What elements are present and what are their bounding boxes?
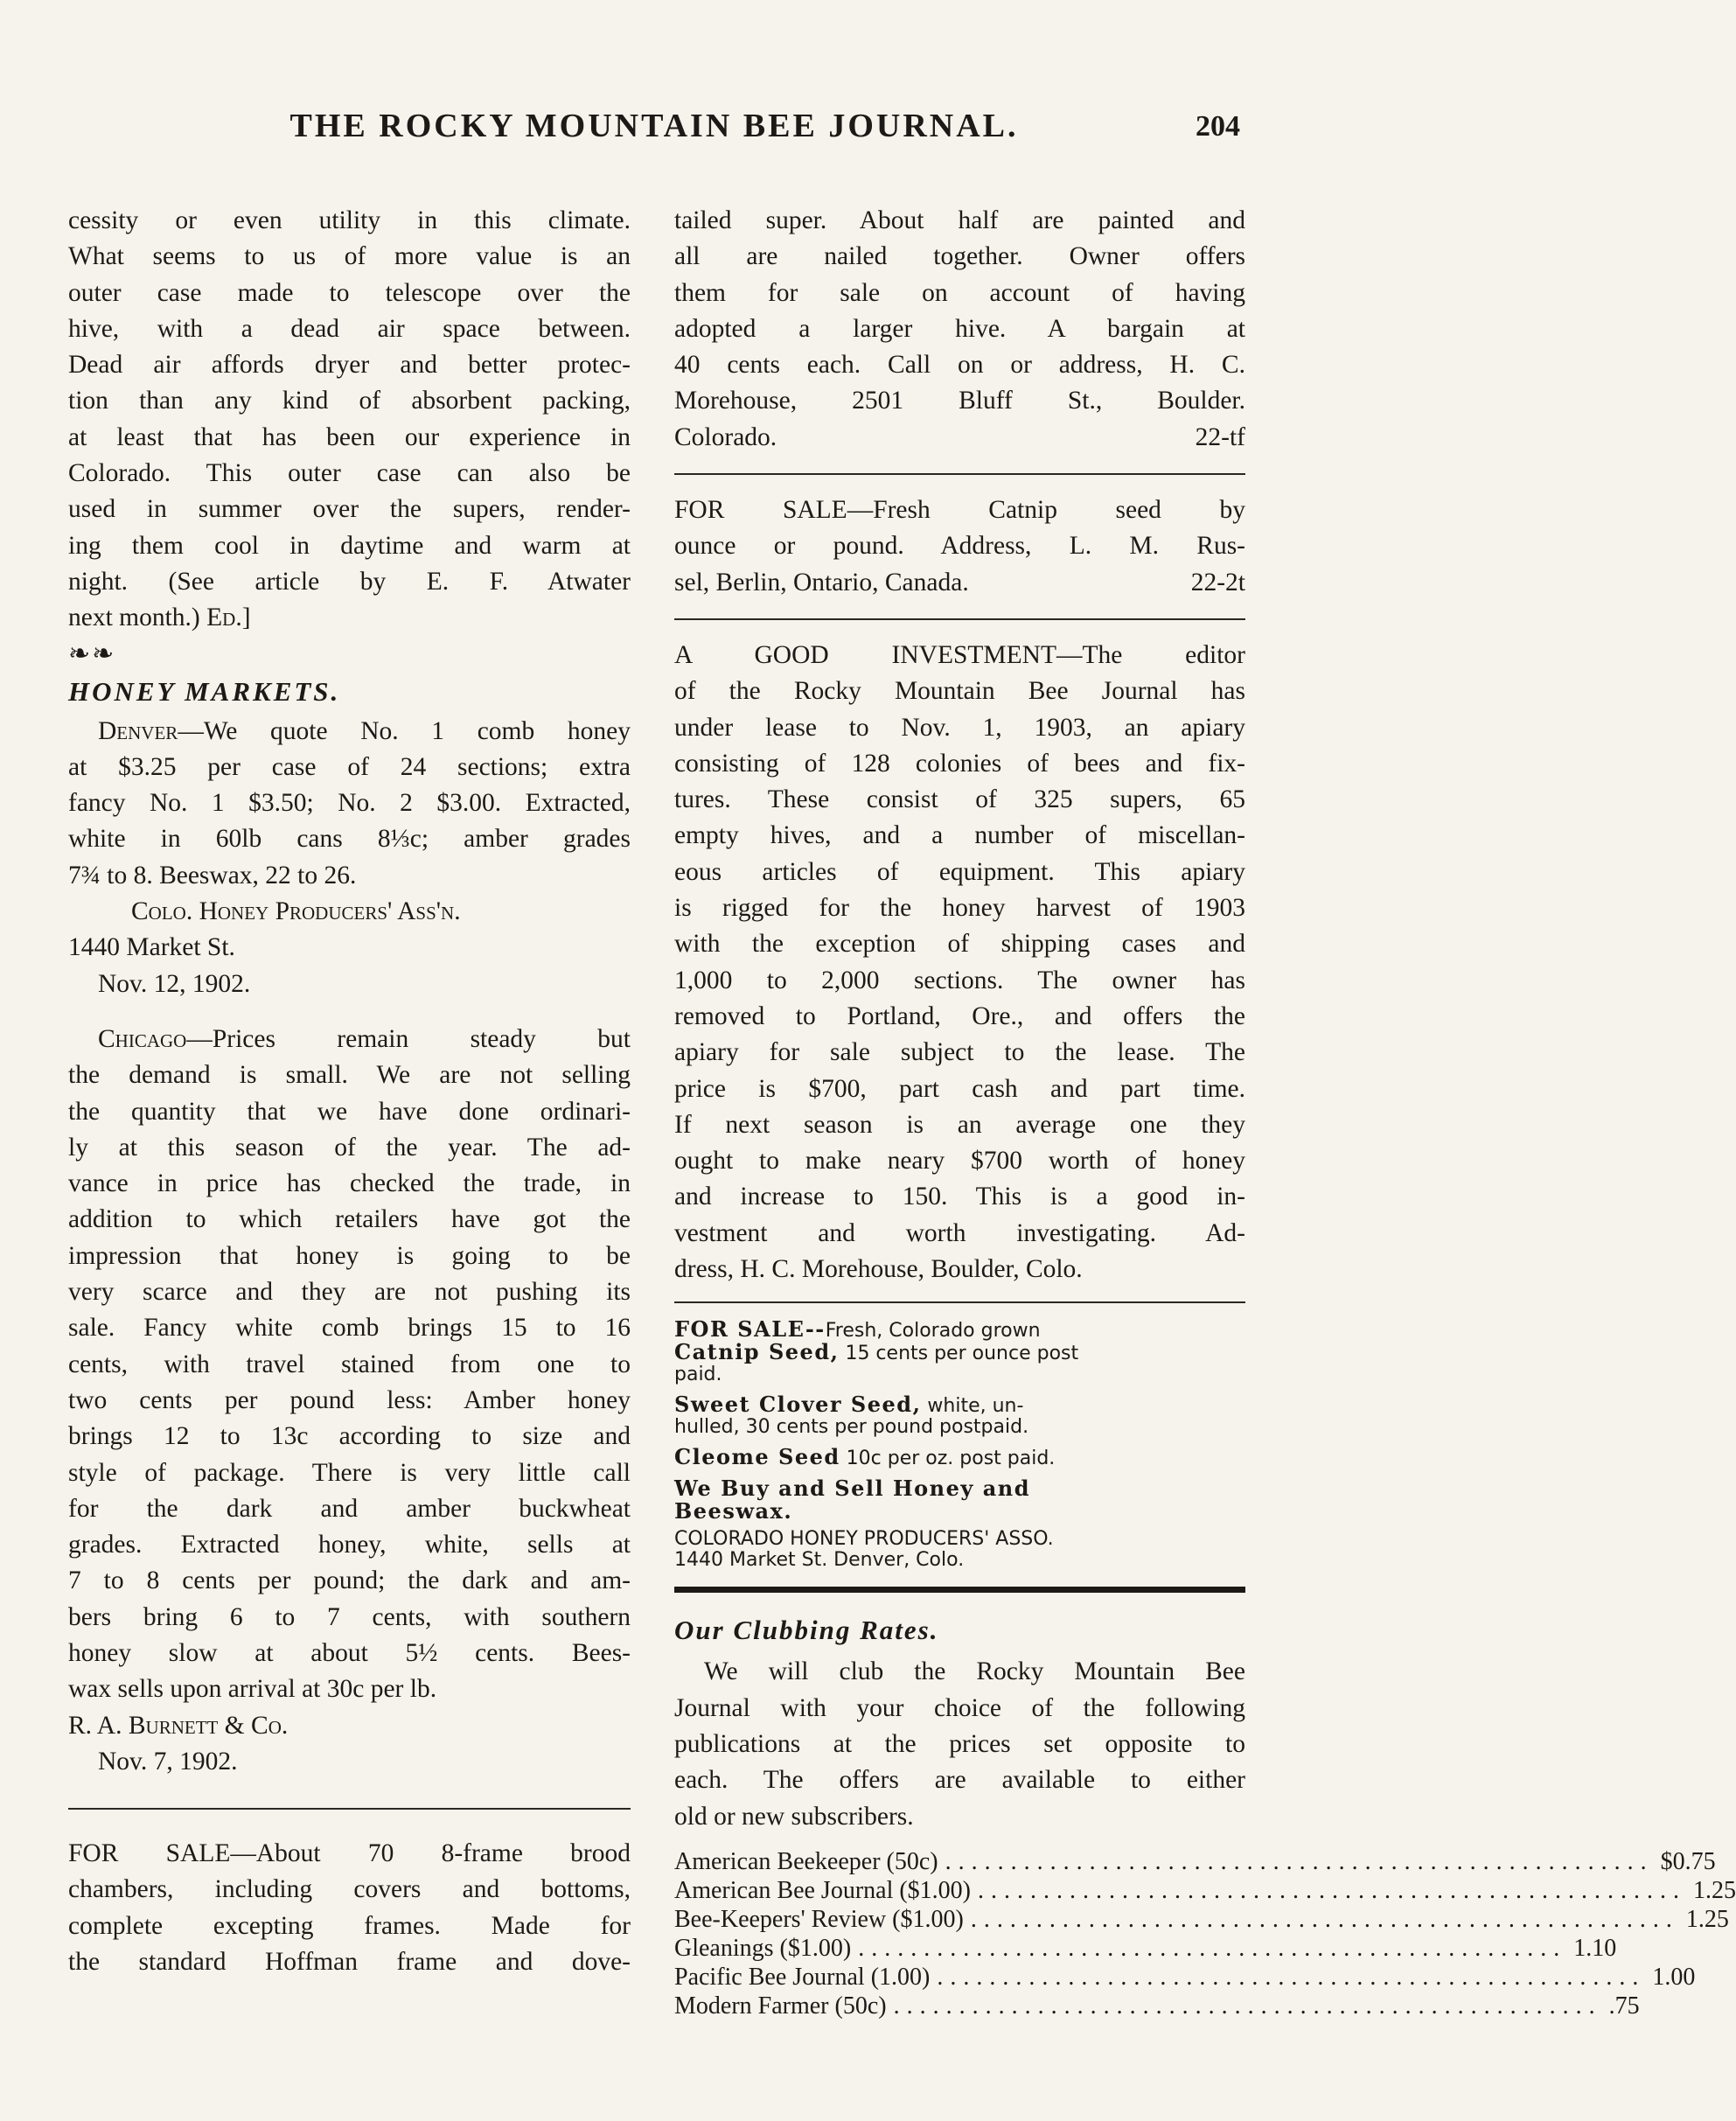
text-line: ing them cool in daytime and warm at: [68, 531, 631, 560]
text-line: tailed super. About half are painted and: [674, 206, 1245, 234]
text-line: at $3.25 per case of 24 sections; extra: [68, 752, 631, 781]
page-number: 204: [1196, 110, 1240, 143]
rate-row: [674, 1905, 1729, 1934]
publication-name: American Beekeeper (50c): [674, 1847, 938, 1875]
city-name: Denver: [98, 716, 178, 745]
text-line: [674, 565, 1245, 601]
ad-line: [674, 1444, 1245, 1470]
text-line: outer case made to telescope over the: [68, 278, 631, 307]
divider-thick: [674, 1587, 1245, 1593]
text-line: at least that has been our experience in: [68, 422, 631, 451]
text-line: FOR SALE—About 70 8-frame brood: [68, 1839, 631, 1868]
text-line: wax sells upon arrival at 30c per lb.: [68, 1675, 437, 1704]
ad-line: [674, 1498, 1245, 1524]
text-fragment: sel, Berlin, Ontario, Canada.: [674, 568, 969, 597]
text-line: price is $700, part cash and part time.: [674, 1074, 1245, 1103]
text-line: [68, 1022, 631, 1057]
text-line: adopted a larger hive. A bargain at: [674, 314, 1245, 343]
ad-text: 15 cents per ounce post: [839, 1343, 1079, 1365]
text-line: style of package. There is very little call: [68, 1458, 631, 1487]
text-line: dress, H. C. Morehouse, Boulder, Colo.: [674, 1255, 1083, 1284]
text-line: 1,000 to 2,000 sections. The owner has: [674, 966, 1245, 994]
leader-dots: ......................................................: [893, 1992, 1602, 2020]
ad-text: white, un-: [921, 1395, 1024, 1418]
text-line: tures. These consist of 325 supers, 65: [674, 785, 1245, 814]
text-line: grades. Extracted honey, white, sells at: [68, 1531, 631, 1559]
text-line: FOR SALE—Fresh Catnip seed by: [674, 496, 1245, 525]
text-line: each. The offers are available to either: [674, 1766, 1245, 1795]
ad-code: 22-2t: [1190, 568, 1245, 597]
text-line: under lease to Nov. 1, 1903, an apiary: [674, 713, 1245, 742]
city-name: Chicago: [98, 1024, 187, 1053]
text-line: honey slow at about 5½ cents. Bees-: [68, 1638, 631, 1667]
text-line: ly at this season of the year. The ad-: [68, 1133, 631, 1162]
text-line: the standard Hoffman frame and dove-: [68, 1948, 631, 1977]
text-line: 7¾ to 8. Beeswax, 22 to 26.: [68, 861, 357, 890]
ad-bold: Sweet Clover Seed,: [674, 1392, 922, 1418]
leader-dots: ......................................................: [945, 1847, 1654, 1875]
ad-bold: We Buy and Sell Honey and: [674, 1476, 1030, 1502]
brood-chamber-sale-ad: [68, 1836, 631, 1980]
text-line: and increase to 150. This is a good in-: [674, 1183, 1245, 1211]
text-line: chambers, including covers and bottoms,: [68, 1875, 631, 1904]
text-line: eous articles of equipment. This apiary: [674, 857, 1245, 886]
text-line: removed to Portland, Ore., and offers the: [674, 1001, 1245, 1030]
text-line: white in 60lb cans 8⅓c; amber grades: [68, 825, 631, 854]
publication-name: Pacific Bee Journal (1.00): [674, 1963, 931, 1991]
editor-note: [68, 203, 631, 637]
divider: [674, 473, 1245, 475]
divider: [68, 1808, 631, 1810]
leader-dots: ......................................................: [978, 1876, 1686, 1904]
text-line: fancy No. 1 $3.50; No. 2 $3.00. Extracted,: [68, 789, 631, 818]
text-line: publications at the prices set opposite to: [674, 1729, 1245, 1758]
rate-price: 1.25: [1685, 1905, 1729, 1933]
ad-code: 22-tf: [1195, 422, 1245, 451]
honey-markets-heading: HONEY MARKETS.: [68, 675, 341, 707]
ad-bold: Cleome Seed: [674, 1444, 840, 1470]
text-line: night. (See article by E. F. Atwater: [68, 567, 631, 596]
text-line: [674, 420, 1245, 456]
report-date: Nov. 12, 1902.: [98, 969, 251, 998]
signer-address: 1440 Market St.: [68, 933, 235, 962]
rate-price: .75: [1608, 1992, 1640, 2020]
clubbing-rates-heading: Our Clubbing Rates.: [674, 1615, 939, 1646]
text-line: all are nailed together. Owner offers: [674, 242, 1245, 271]
text-line: 40 cents each. Call on or address, H. C.: [674, 351, 1245, 380]
text-line: 7 to 8 cents per pound; the dark and am-: [68, 1566, 631, 1595]
investment-ad: [674, 638, 1245, 1287]
chicago-report: [68, 1022, 631, 1780]
ad-line: paid.: [674, 1364, 722, 1386]
ad-bold: Catnip Seed,: [674, 1339, 840, 1365]
text-line: bers bring 6 to 7 cents, with southern: [68, 1602, 631, 1631]
ad-bold: Beeswax.: [674, 1498, 793, 1524]
rate-price: 1.00: [1652, 1963, 1696, 1991]
leader-dots: ......................................................: [937, 1963, 1646, 1991]
journal-title: THE ROCKY MOUNTAIN BEE JOURNAL.: [289, 108, 1019, 144]
signer: R. A. Burnett & Co.: [68, 1711, 289, 1740]
right-column: [674, 203, 1736, 2020]
text-line: ought to make neary $700 worth of honey: [674, 1147, 1245, 1176]
text-line: two cents per pound less: Amber honey: [68, 1385, 631, 1414]
seed-ad-box: [674, 1316, 1245, 1572]
clubbing-rates-list: [674, 1847, 1736, 2020]
ad-line: COLORADO HONEY PRODUCERS' ASSO.: [674, 1528, 1054, 1551]
text-line: tion than any kind of absorbent packing,: [68, 387, 631, 415]
text-line: them for sale on account of having: [674, 278, 1245, 307]
text-line: very scarce and they are not pushing its: [68, 1278, 631, 1307]
text-line: Journal with your choice of the following: [674, 1693, 1245, 1722]
text-line: for the dark and amber buckwheat: [68, 1494, 631, 1523]
ad-line: [674, 1394, 1245, 1417]
text-line: consisting of 128 colonies of bees and fix-: [674, 749, 1245, 778]
divider: [674, 1301, 1245, 1303]
leader-dots: ......................................................: [858, 1934, 1567, 1962]
text-line: Colorado. This outer case can also be: [68, 459, 631, 488]
denver-report: [68, 714, 631, 1002]
text-line: impression that honey is going to be: [68, 1241, 631, 1270]
text-line: cents, with travel stained from one to: [68, 1350, 631, 1378]
catnip-sale-ad: [674, 492, 1245, 601]
text-line: Morehouse, 2501 Bluff St., Boulder.: [674, 387, 1245, 415]
divider: [674, 618, 1245, 620]
text-line: If next season is an average one they: [674, 1110, 1245, 1139]
text-fragment: —Prices remain steady but: [186, 1024, 631, 1053]
rate-row: [674, 1963, 1696, 1992]
text-line: [68, 714, 631, 750]
text-line: What seems to us of more value is an: [68, 242, 631, 271]
editor-sign: Ed.]: [206, 604, 251, 632]
text-line: old or new subscribers.: [674, 1802, 914, 1831]
ad-line: 1440 Market St. Denver, Colo.: [674, 1549, 965, 1572]
text-line: sale. Fancy white comb brings 15 to 16: [68, 1314, 631, 1343]
text-line: hive, with a dead air space between.: [68, 314, 631, 343]
publication-name: Bee-Keepers' Review ($1.00): [674, 1905, 964, 1933]
text-line: vestment and worth investigating. Ad-: [674, 1218, 1245, 1247]
ad-bold: FOR SALE--: [674, 1316, 826, 1343]
text-line: the quantity that we have done ordinari-: [68, 1097, 631, 1126]
rate-row: [674, 1847, 1716, 1876]
report-date: Nov. 7, 1902.: [98, 1747, 238, 1776]
text-fragment: next month.): [68, 604, 200, 632]
text-line: brings 12 to 13c according to size and: [68, 1422, 631, 1451]
text-line: complete excepting frames. Made for: [68, 1911, 631, 1940]
clubbing-rates-intro: [674, 1654, 1245, 1834]
text-line: apiary for sale subject to the lease. The: [674, 1038, 1245, 1067]
publication-name: Modern Farmer (50c): [674, 1992, 887, 2020]
ornament-glyph: ❧❧: [68, 638, 116, 668]
publication-name: American Bee Journal ($1.00): [674, 1876, 971, 1904]
rate-row: [674, 1934, 1617, 1963]
ad-text: 10c per oz. post paid.: [840, 1448, 1056, 1470]
text-line: with the exception of shipping cases and: [674, 930, 1245, 959]
rate-price: $0.75: [1660, 1847, 1716, 1875]
ad-line: [674, 1339, 1245, 1365]
ad-line: hulled, 30 cents per pound postpaid.: [674, 1416, 1029, 1439]
text-line: Dead air affords dryer and better protec-: [68, 351, 631, 380]
rate-row: [674, 1876, 1736, 1905]
rate-price: 1.25: [1693, 1876, 1736, 1904]
leader-dots: ......................................................: [970, 1905, 1679, 1933]
text-line: A GOOD INVESTMENT—The editor: [674, 640, 1245, 669]
signer: Colo. Honey Producers' Ass'n.: [131, 897, 461, 926]
text-line: ounce or pound. Address, L. M. Rus-: [674, 532, 1245, 561]
text-line: of the Rocky Mountain Bee Journal has: [674, 677, 1245, 706]
left-column: [68, 203, 631, 1980]
rate-price: 1.10: [1573, 1934, 1617, 1962]
rate-row: [674, 1992, 1640, 2020]
text-line: vance in price has checked the trade, in: [68, 1169, 631, 1198]
text-line: empty hives, and a number of miscellan-: [674, 821, 1245, 850]
ad-text: Fresh, Colorado grown: [825, 1320, 1041, 1343]
text-line: We will club the Rocky Mountain Bee: [704, 1657, 1245, 1686]
text-line: used in summer over the supers, render-: [68, 495, 631, 524]
text-fragment: Colorado.: [674, 422, 777, 451]
text-line: is rigged for the honey harvest of 1903: [674, 894, 1245, 923]
text-line: addition to which retailers have got the: [68, 1205, 631, 1234]
text-line: the demand is small. We are not selling: [68, 1061, 631, 1090]
page-header: [68, 107, 1240, 150]
text-line: cessity or even utility in this climate.: [68, 206, 631, 234]
text-line: [68, 600, 631, 636]
text-fragment: —We quote No. 1 comb honey: [178, 716, 631, 745]
publication-name: Gleanings ($1.00): [674, 1934, 852, 1962]
brood-chamber-sale-ad-cont: [674, 203, 1245, 456]
